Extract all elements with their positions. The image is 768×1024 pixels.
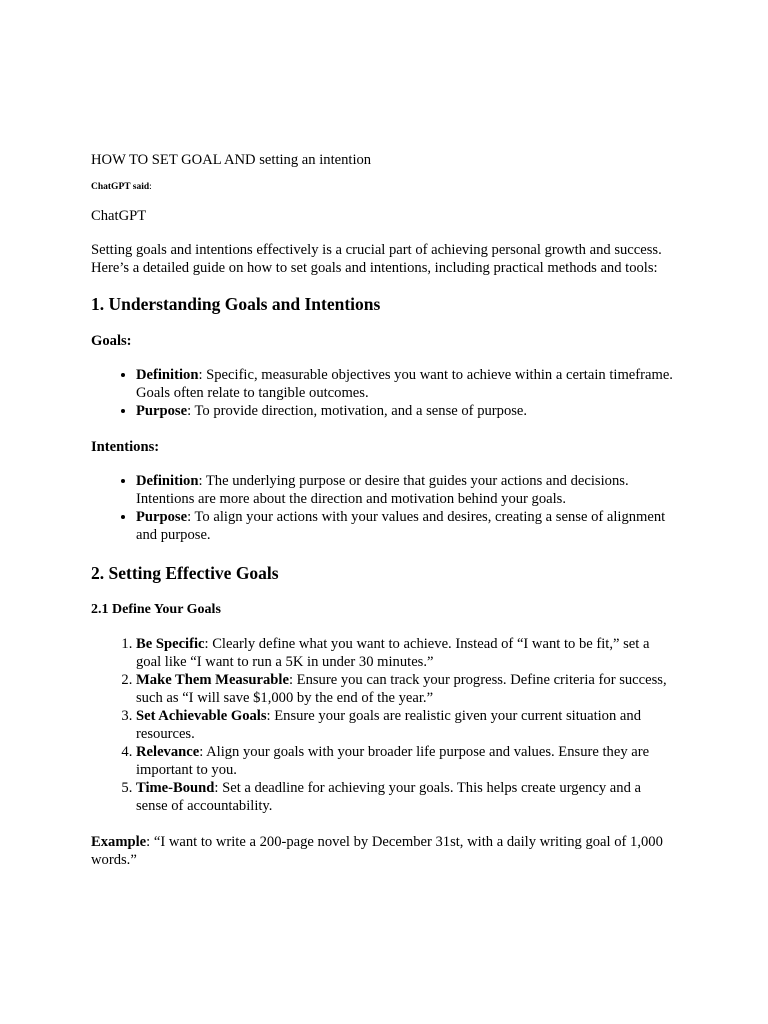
document-title: HOW TO SET GOAL AND setting an intention xyxy=(91,152,372,168)
goals-item-definition-term: Definition xyxy=(136,367,199,383)
goals-item-purpose xyxy=(136,402,676,420)
author-name: ChatGPT xyxy=(91,208,147,224)
example-paragraph xyxy=(91,833,676,869)
intentions-item-purpose-text: : To align your actions with your values and desires, creating a sense of alignment and purpose. xyxy=(136,509,666,543)
define-item-relevance xyxy=(136,743,676,779)
intentions-item-definition-term: Definition xyxy=(136,473,199,489)
define-item-time-bound-term: Time-Bound xyxy=(136,780,215,796)
intro-paragraph: Setting goals and intentions effectively is a crucial part of achieving personal growth and success. Here’s a detailed guide on how to set goals and intentions, including practical methods and tools: xyxy=(91,242,662,276)
goals-item-purpose-text: : To provide direction, motivation, and a sense of purpose. xyxy=(187,403,528,419)
define-item-achievable-term: Set Achievable Goals xyxy=(136,708,267,724)
said-line xyxy=(91,180,676,194)
define-item-specific-text: : Clearly define what you want to achieve. Instead of “I want to be fit,” set a goal like “I want to run a 5K in under 30 minutes.” xyxy=(136,636,650,670)
section-2-heading: 2. Setting Effective Goals xyxy=(91,563,279,583)
example-label: Example xyxy=(91,834,147,850)
section-1-heading: 1. Understanding Goals and Intentions xyxy=(91,294,381,314)
goals-list xyxy=(91,366,676,420)
define-item-relevance-term: Relevance xyxy=(136,744,200,760)
define-item-specific xyxy=(136,635,676,671)
goals-heading: Goals: xyxy=(91,333,132,349)
define-item-measurable-term: Make Them Measurable xyxy=(136,672,289,688)
said-label: ChatGPT said xyxy=(91,182,150,192)
define-item-measurable-text: : Ensure you can track your progress. Define criteria for success, such as “I will save $1,000 by the end of the year.” xyxy=(136,672,667,706)
intentions-item-definition-text: : The underlying purpose or desire that guides your actions and decisions. Intentions are more about the direction and motivation behind your goals. xyxy=(136,473,629,507)
intentions-item-purpose xyxy=(136,508,676,544)
define-item-relevance-text: : Align your goals with your broader life purpose and values. Ensure they are important to you. xyxy=(136,744,650,778)
intentions-list xyxy=(91,472,676,544)
define-item-achievable xyxy=(136,707,676,743)
intentions-item-purpose-term: Purpose xyxy=(136,509,188,525)
define-item-time-bound xyxy=(136,779,676,815)
define-goals-heading: 2.1 Define Your Goals xyxy=(91,602,221,617)
example-text: : “I want to write a 200-page novel by December 31st, with a daily writing goal of 1,000 words.” xyxy=(91,834,663,868)
said-colon: : xyxy=(149,182,152,192)
define-item-specific-term: Be Specific xyxy=(136,636,205,652)
document-page xyxy=(91,151,676,869)
goals-item-definition xyxy=(136,366,676,402)
define-item-achievable-text: : Ensure your goals are realistic given your current situation and resources. xyxy=(136,708,641,742)
goals-item-purpose-term: Purpose xyxy=(136,403,188,419)
define-goals-list xyxy=(91,635,676,815)
goals-item-definition-text: : Specific, measurable objectives you want to achieve within a certain timeframe. Goals often relate to tangible outcomes. xyxy=(136,367,673,401)
intentions-heading: Intentions: xyxy=(91,439,160,455)
define-item-measurable xyxy=(136,671,676,707)
define-item-time-bound-text: : Set a deadline for achieving your goals. This helps create urgency and a sense of accountability. xyxy=(136,780,641,814)
intentions-item-definition xyxy=(136,472,676,508)
